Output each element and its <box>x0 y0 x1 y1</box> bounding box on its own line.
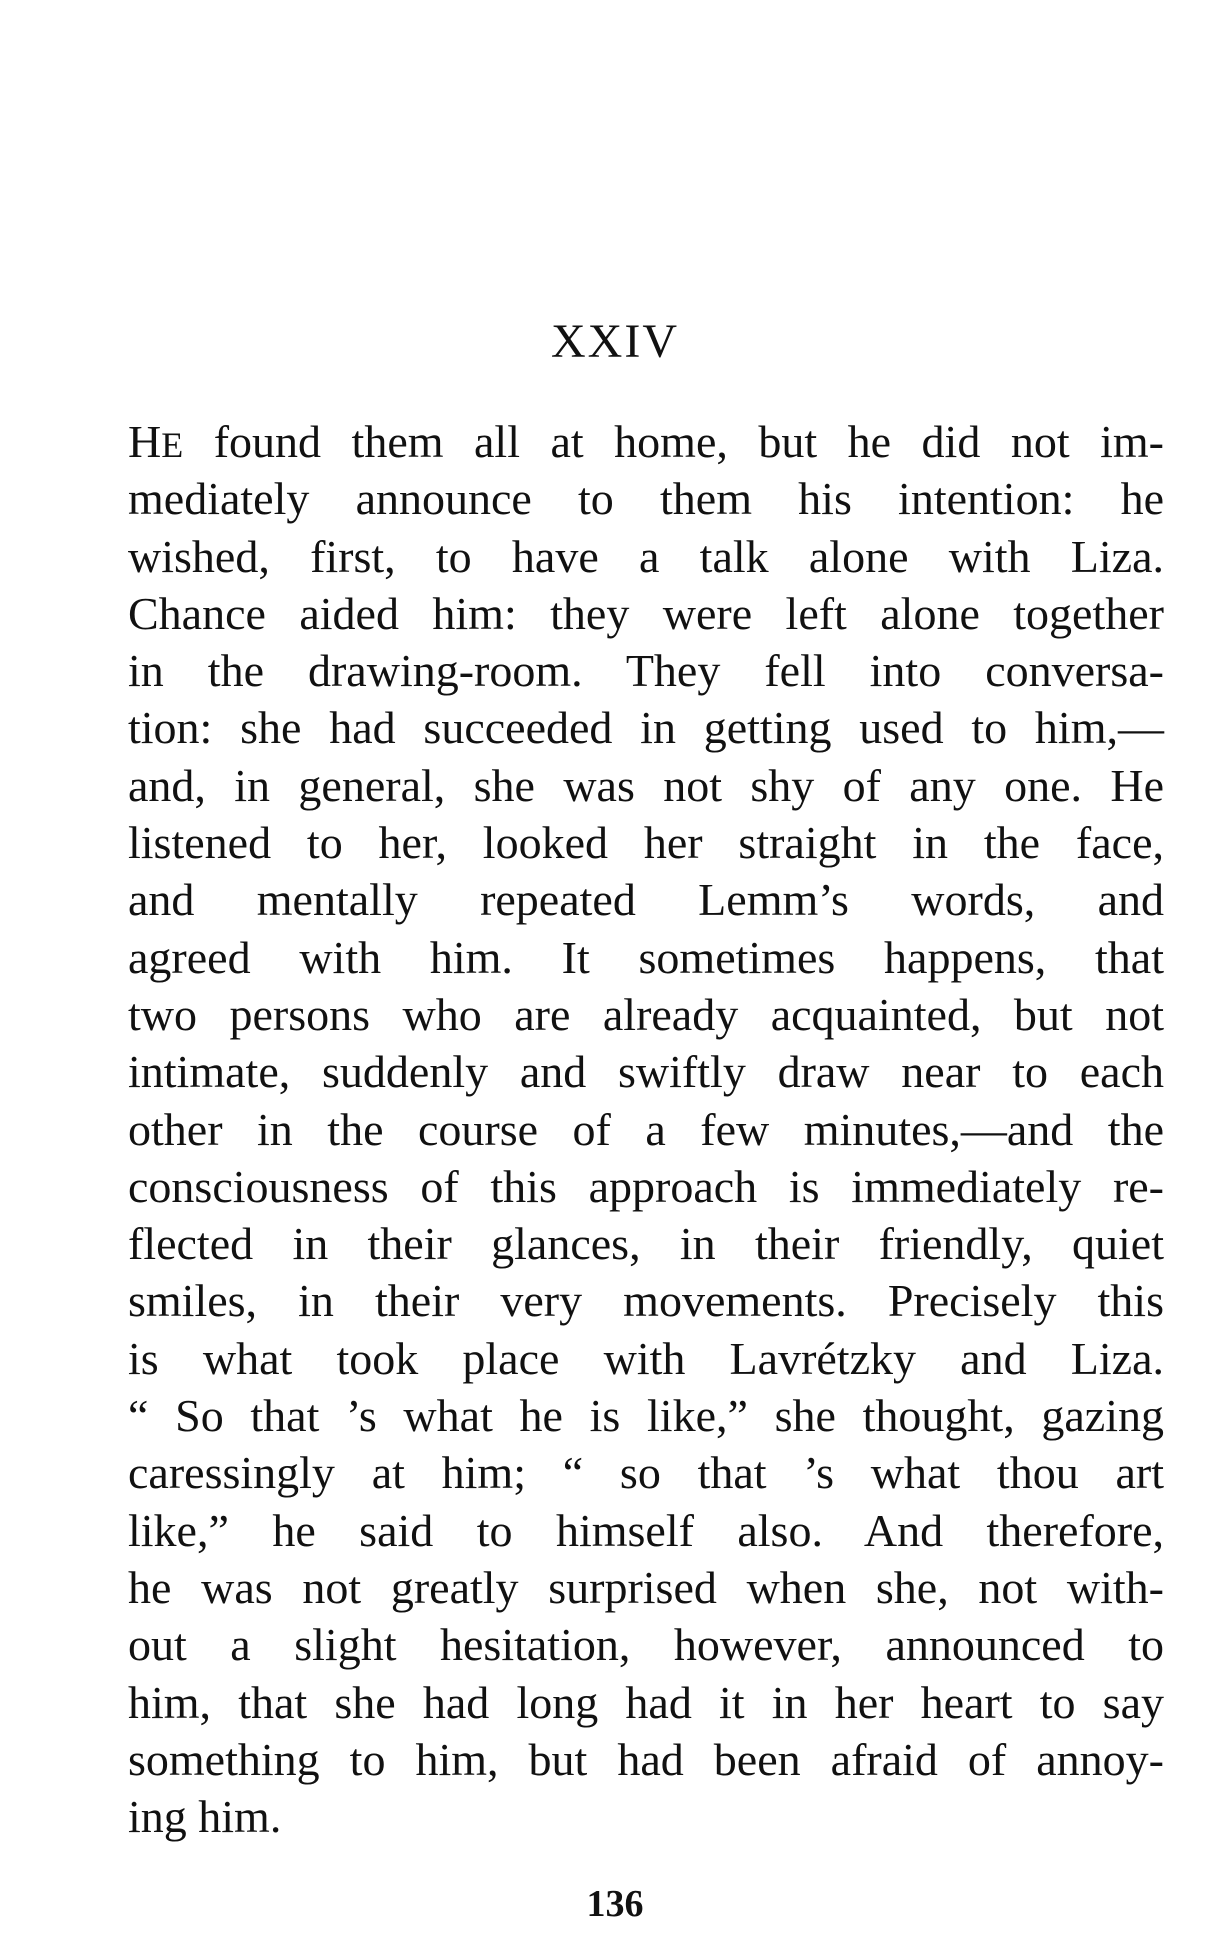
text-line: wished, first, to have a talk alone with Liza. <box>128 530 1164 582</box>
text-line: other in the course of a few minutes,—and the <box>128 1103 1164 1155</box>
text-line-last: ing him. <box>128 1791 282 1843</box>
text-line: tion: she had succeeded in getting used to him,— <box>128 702 1164 754</box>
text-line: Chance aided him: they were left alone together <box>128 587 1164 639</box>
text-line: smiles, in their very movements. Precisely this <box>128 1275 1164 1327</box>
text-line: two persons who are already acquainted, but not <box>128 988 1164 1040</box>
text-line: something to him, but had been afraid of annoy- <box>128 1733 1164 1785</box>
text-line: he was not greatly surprised when she, not with- <box>128 1561 1164 1613</box>
text-line: consciousness of this approach is immediately re- <box>128 1160 1164 1212</box>
text-line: agreed with him. It sometimes happens, that <box>128 931 1164 983</box>
page-number: 136 <box>586 1883 644 1925</box>
text-line: caressingly at him; “ so that ’s what thou art <box>128 1447 1164 1499</box>
chapter-text <box>128 413 1164 1845</box>
text-line: intimate, suddenly and swiftly draw near to each <box>128 1046 1164 1098</box>
dropcap-letter: H <box>128 416 162 467</box>
text-line-1 <box>128 413 1164 470</box>
text-line: out a slight hesitation, however, announced to <box>128 1619 1164 1671</box>
text-line: mediately announce to them his intention: he <box>128 473 1164 525</box>
text-line: and, in general, she was not shy of any one. He <box>128 759 1164 811</box>
text-line: him, that she had long had it in her heart to say <box>128 1676 1164 1728</box>
text-line: is what took place with Lavrétzky and Liza. <box>128 1332 1164 1384</box>
text-line: like,” he said to himself also. And therefore, <box>128 1504 1164 1556</box>
text-line: and mentally repeated Lemm’s words, and <box>128 874 1164 926</box>
first-line-text: found them all at home, but he did not im- <box>183 416 1164 467</box>
dropcap-smallcaps: E <box>161 425 184 465</box>
text-line: flected in their glances, in their friendly, quiet <box>128 1218 1164 1270</box>
chapter-heading: XXIV <box>551 315 679 368</box>
text-line: “ So that ’s what he is like,” she thought, gazing <box>128 1390 1164 1442</box>
text-line: listened to her, looked her straight in the face, <box>128 817 1164 869</box>
text-line: in the drawing-room. They fell into conversa- <box>128 645 1164 697</box>
